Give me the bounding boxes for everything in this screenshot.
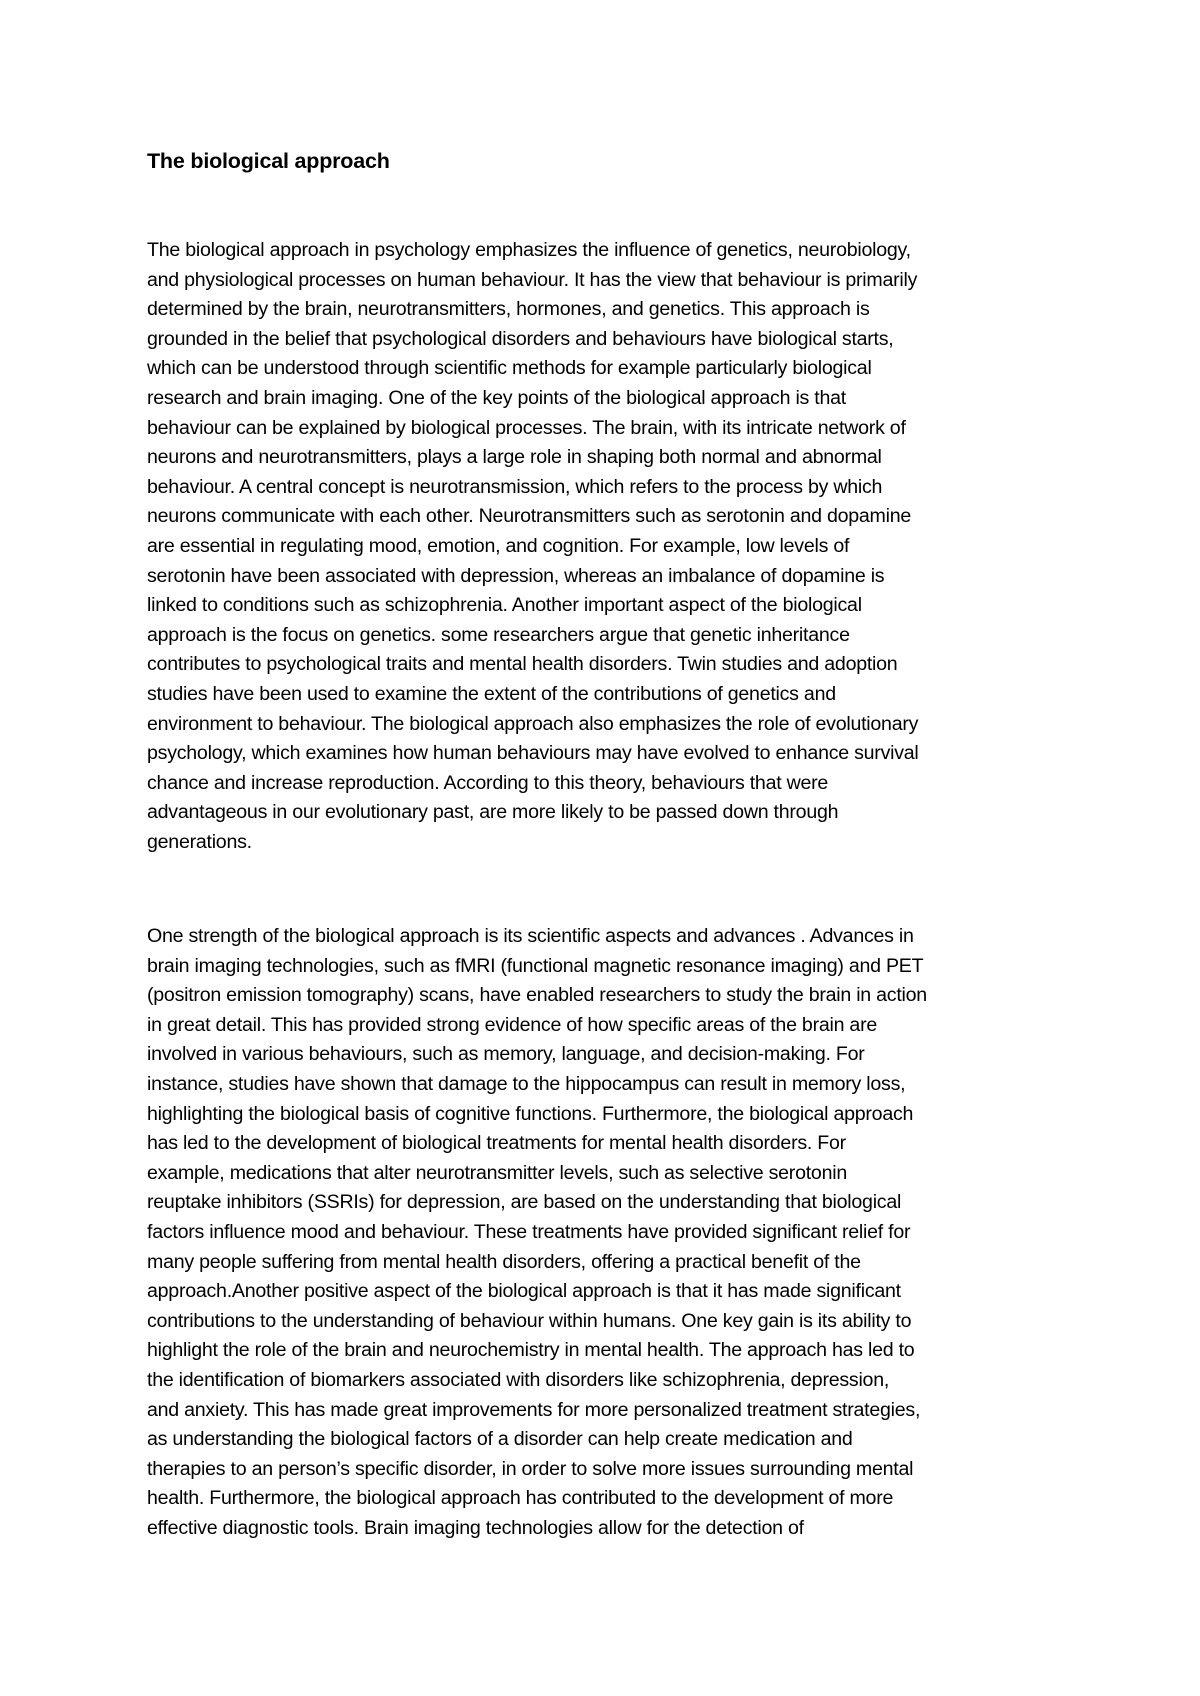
paragraph-line: are essential in regulating mood, emotion, and cognition. For example, low levels of	[147, 534, 850, 557]
paragraph-line: and physiological processes on human behaviour. It has the view that behaviour is primarily	[147, 268, 918, 291]
paragraph-line: the identification of biomarkers associated with disorders like schizophrenia, depression,	[147, 1368, 890, 1391]
paragraph-line: psychology, which examines how human behaviours may have evolved to enhance survival	[147, 742, 919, 765]
paragraph-line: approach is the focus on genetics. some researchers argue that genetic inheritance	[147, 623, 850, 646]
paragraph-line: therapies to an person’s specific disorder, in order to solve more issues surrounding mental	[147, 1457, 914, 1480]
paragraph-line: brain imaging technologies, such as fMRI (functional magnetic resonance imaging) and PET	[147, 954, 924, 977]
paragraph-line: neurons communicate with each other. Neurotransmitters such as serotonin and dopamine	[147, 505, 912, 528]
paragraph-line: linked to conditions such as schizophrenia. Another important aspect of the biological	[147, 594, 862, 617]
paragraph-line: effective diagnostic tools. Brain imaging technologies allow for the detection of	[147, 1516, 804, 1539]
paragraph-line: environment to behaviour. The biological approach also emphasizes the role of evolutionary	[147, 712, 919, 735]
paragraph-line: The biological approach in psychology emphasizes the influence of genetics, neurobiology,	[147, 239, 911, 261]
paragraph-line: which can be understood through scientific methods for example particularly biological	[147, 357, 872, 380]
paragraph-line: instance, studies have shown that damage to the hippocampus can result in memory loss,	[147, 1072, 906, 1095]
paragraph-line: advantageous in our evolutionary past, are more likely to be passed down through	[147, 801, 839, 824]
paragraph-introduction	[147, 236, 1077, 857]
paragraph-line: many people suffering from mental health disorders, offering a practical benefit of the	[147, 1250, 861, 1273]
paragraph-line: behaviour. A central concept is neurotransmission, which refers to the process by which	[147, 475, 883, 498]
paragraph-line: research and brain imaging. One of the key points of the biological approach is that	[147, 386, 846, 409]
paragraph-line: highlight the role of the brain and neurochemistry in mental health. The approach has led to	[147, 1339, 915, 1362]
paragraph-strengths	[147, 922, 1077, 1543]
paragraph-line: studies have been used to examine the extent of the contributions of genetics and	[147, 682, 836, 705]
paragraph-line: One strength of the biological approach is its scientific aspects and advances . Advances in	[147, 925, 914, 947]
paragraph-line: (positron emission tomography) scans, have enabled researchers to study the brain in action	[147, 984, 927, 1007]
paragraph-line: as understanding the biological factors of a disorder can help create medication and	[147, 1428, 853, 1451]
paragraph-line: reuptake inhibitors (SSRIs) for depression, are based on the understanding that biological	[147, 1191, 902, 1214]
paragraph-line: neurons and neurotransmitters, plays a large role in shaping both normal and abnormal	[147, 446, 882, 469]
paragraph-line: factors influence mood and behaviour. These treatments have provided significant relief for	[147, 1220, 911, 1243]
paragraph-line: behaviour can be explained by biological processes. The brain, with its intricate network of	[147, 416, 906, 439]
paragraph-line: generations.	[147, 830, 252, 853]
paragraph-line: health. Furthermore, the biological approach has contributed to the development of more	[147, 1487, 894, 1510]
paragraph-line: contributions to the understanding of behaviour within humans. One key gain is its ability to	[147, 1309, 912, 1332]
paragraph-line: in great detail. This has provided strong evidence of how specific areas of the brain are	[147, 1013, 878, 1036]
paragraph-line: grounded in the belief that psychological disorders and behaviours have biological starts,	[147, 327, 894, 350]
paragraph-line: determined by the brain, neurotransmitters, hormones, and genetics. This approach is	[147, 298, 870, 321]
document-title: The biological approach	[147, 149, 390, 173]
paragraph-line: involved in various behaviours, such as memory, language, and decision-making. For	[147, 1043, 865, 1066]
paragraph-line: chance and increase reproduction. According to this theory, behaviours that were	[147, 771, 829, 794]
paragraph-line: example, medications that alter neurotransmitter levels, such as selective serotonin	[147, 1161, 847, 1184]
paragraph-line: highlighting the biological basis of cognitive functions. Furthermore, the biological approach	[147, 1102, 914, 1125]
paragraph-line: serotonin have been associated with depression, whereas an imbalance of dopamine is	[147, 564, 885, 587]
paragraph-line: approach.Another positive aspect of the biological approach is that it has made significant	[147, 1280, 901, 1303]
paragraph-line: and anxiety. This has made great improvements for more personalized treatment strategies,	[147, 1398, 921, 1421]
paragraph-line: has led to the development of biological treatments for mental health disorders. For	[147, 1132, 846, 1155]
paragraph-line: contributes to psychological traits and mental health disorders. Twin studies and adoption	[147, 653, 898, 676]
